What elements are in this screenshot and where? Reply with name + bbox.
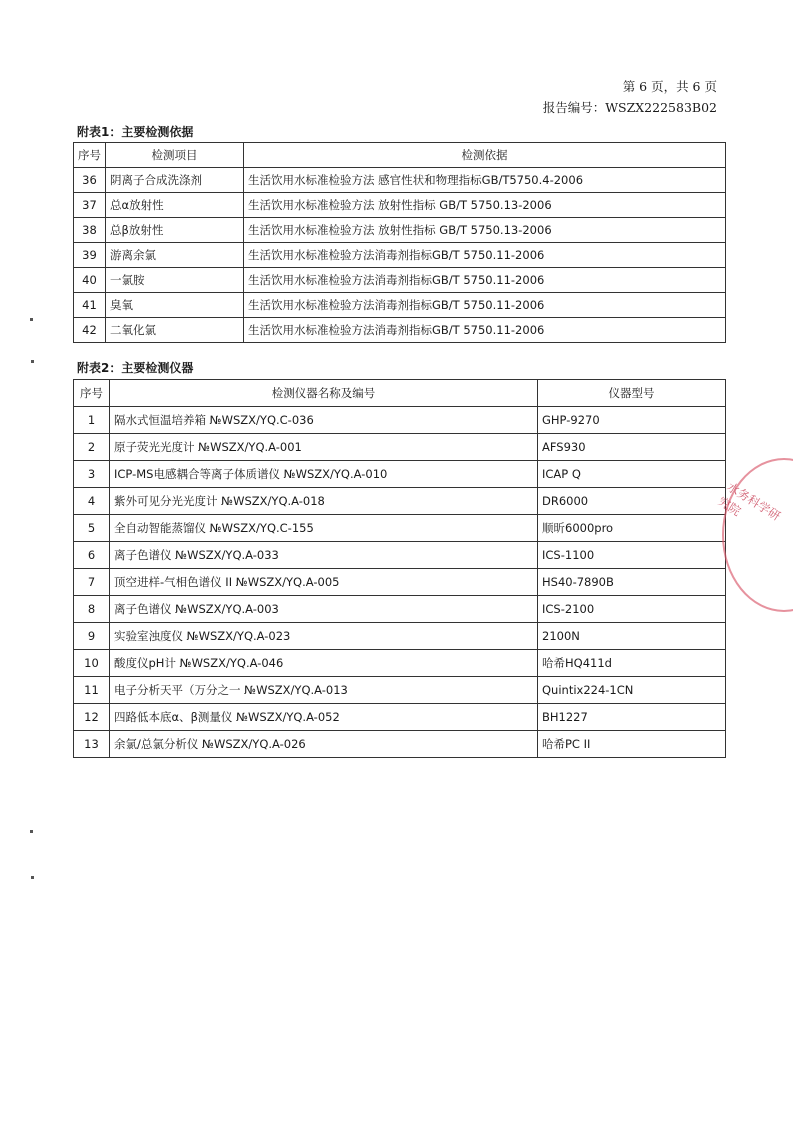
col-header-basis: 检测依据 (244, 143, 726, 168)
table-row (74, 515, 726, 542)
col-header-no: 序号 (74, 380, 110, 407)
scan-mark (30, 318, 33, 321)
table-row (74, 704, 726, 731)
cell-model: ICS-2100 (538, 596, 726, 623)
cell-item: 阴离子合成洗涤剂 (106, 168, 244, 193)
cell-no: 12 (74, 704, 110, 731)
cell-no: 38 (74, 218, 106, 243)
table-row (74, 407, 726, 434)
cell-name: 原子荧光光度计 №WSZX/YQ.A-001 (110, 434, 538, 461)
table-row (74, 461, 726, 488)
cell-no: 1 (74, 407, 110, 434)
cell-model: ICAP Q (538, 461, 726, 488)
cell-basis: 生活饮用水标准检验方法 放射性指标 GB/T 5750.13-2006 (244, 193, 726, 218)
table-row (74, 434, 726, 461)
table-row (74, 318, 726, 343)
cell-item: 总β放射性 (106, 218, 244, 243)
scan-mark (31, 876, 34, 879)
cell-no: 4 (74, 488, 110, 515)
table-row (74, 193, 726, 218)
table-header-row (74, 380, 726, 407)
col-header-instrument: 检测仪器名称及编号 (110, 380, 538, 407)
cell-no: 36 (74, 168, 106, 193)
cell-no: 2 (74, 434, 110, 461)
cell-name: 酸度仪pH计 №WSZX/YQ.A-046 (110, 650, 538, 677)
col-header-item: 检测项目 (106, 143, 244, 168)
cell-model: 哈希HQ411d (538, 650, 726, 677)
table-row (74, 596, 726, 623)
cell-item: 臭氧 (106, 293, 244, 318)
cell-name: 离子色谱仪 №WSZX/YQ.A-003 (110, 596, 538, 623)
seal-text: 水务科学研究院 (715, 479, 783, 524)
table-row (74, 488, 726, 515)
cell-name: ICP-MS电感耦合等离子体质谱仪 №WSZX/YQ.A-010 (110, 461, 538, 488)
table-row (74, 731, 726, 758)
cell-model: 2100N (538, 623, 726, 650)
cell-name: 隔水式恒温培养箱 №WSZX/YQ.C-036 (110, 407, 538, 434)
table2-title: 附表2：主要检测仪器 (77, 361, 194, 375)
cell-model: BH1227 (538, 704, 726, 731)
cell-model: Quintix224-1CN (538, 677, 726, 704)
cell-name: 余氯/总氯分析仪 №WSZX/YQ.A-026 (110, 731, 538, 758)
cell-no: 3 (74, 461, 110, 488)
cell-model: DR6000 (538, 488, 726, 515)
table-row (74, 623, 726, 650)
cell-name: 四路低本底α、β测量仪 №WSZX/YQ.A-052 (110, 704, 538, 731)
cell-no: 42 (74, 318, 106, 343)
col-header-no: 序号 (74, 143, 106, 168)
cell-item: 二氧化氯 (106, 318, 244, 343)
cell-no: 10 (74, 650, 110, 677)
table-row (74, 293, 726, 318)
cell-no: 6 (74, 542, 110, 569)
page-number: 第 6 页，共 6 页 (622, 79, 717, 94)
cell-basis: 生活饮用水标准检验方法消毒剂指标GB/T 5750.11-2006 (244, 293, 726, 318)
table-row (74, 542, 726, 569)
cell-name: 离子色谱仪 №WSZX/YQ.A-033 (110, 542, 538, 569)
cell-name: 电子分析天平（万分之一 №WSZX/YQ.A-013 (110, 677, 538, 704)
table-row (74, 168, 726, 193)
table-row (74, 569, 726, 596)
table-row (74, 243, 726, 268)
cell-no: 13 (74, 731, 110, 758)
table-row (74, 218, 726, 243)
cell-no: 5 (74, 515, 110, 542)
table-header-row (74, 143, 726, 168)
table-row (74, 677, 726, 704)
col-header-model: 仪器型号 (538, 380, 726, 407)
cell-no: 9 (74, 623, 110, 650)
cell-item: 游离余氯 (106, 243, 244, 268)
cell-no: 8 (74, 596, 110, 623)
cell-model: 哈希PC II (538, 731, 726, 758)
cell-basis: 生活饮用水标准检验方法 放射性指标 GB/T 5750.13-2006 (244, 218, 726, 243)
cell-name: 实验室浊度仪 №WSZX/YQ.A-023 (110, 623, 538, 650)
cell-no: 11 (74, 677, 110, 704)
cell-basis: 生活饮用水标准检验方法 感官性状和物理指标GB/T5750.4-2006 (244, 168, 726, 193)
cell-model: 顺昕6000pro (538, 515, 726, 542)
cell-item: 一氯胺 (106, 268, 244, 293)
cell-basis: 生活饮用水标准检验方法消毒剂指标GB/T 5750.11-2006 (244, 268, 726, 293)
cell-name: 全自动智能蒸馏仪 №WSZX/YQ.C-155 (110, 515, 538, 542)
table1-title: 附表1：主要检测依据 (77, 125, 194, 139)
cell-no: 37 (74, 193, 106, 218)
cell-basis: 生活饮用水标准检验方法消毒剂指标GB/T 5750.11-2006 (244, 318, 726, 343)
scan-mark (31, 360, 34, 363)
cell-no: 41 (74, 293, 106, 318)
scan-mark (30, 830, 33, 833)
cell-no: 40 (74, 268, 106, 293)
instrument-table (73, 379, 726, 758)
cell-model: AFS930 (538, 434, 726, 461)
table-row (74, 268, 726, 293)
cell-no: 7 (74, 569, 110, 596)
cell-no: 39 (74, 243, 106, 268)
cell-item: 总α放射性 (106, 193, 244, 218)
cell-basis: 生活饮用水标准检验方法消毒剂指标GB/T 5750.11-2006 (244, 243, 726, 268)
report-number: 报告编号：WSZX222583B02 (542, 100, 717, 115)
cell-model: HS40-7890B (538, 569, 726, 596)
cell-name: 紫外可见分光光度计 №WSZX/YQ.A-018 (110, 488, 538, 515)
testing-basis-table (73, 142, 726, 343)
table-row (74, 650, 726, 677)
cell-model: GHP-9270 (538, 407, 726, 434)
cell-model: ICS-1100 (538, 542, 726, 569)
cell-name: 顶空进样-气相色谱仪 II №WSZX/YQ.A-005 (110, 569, 538, 596)
